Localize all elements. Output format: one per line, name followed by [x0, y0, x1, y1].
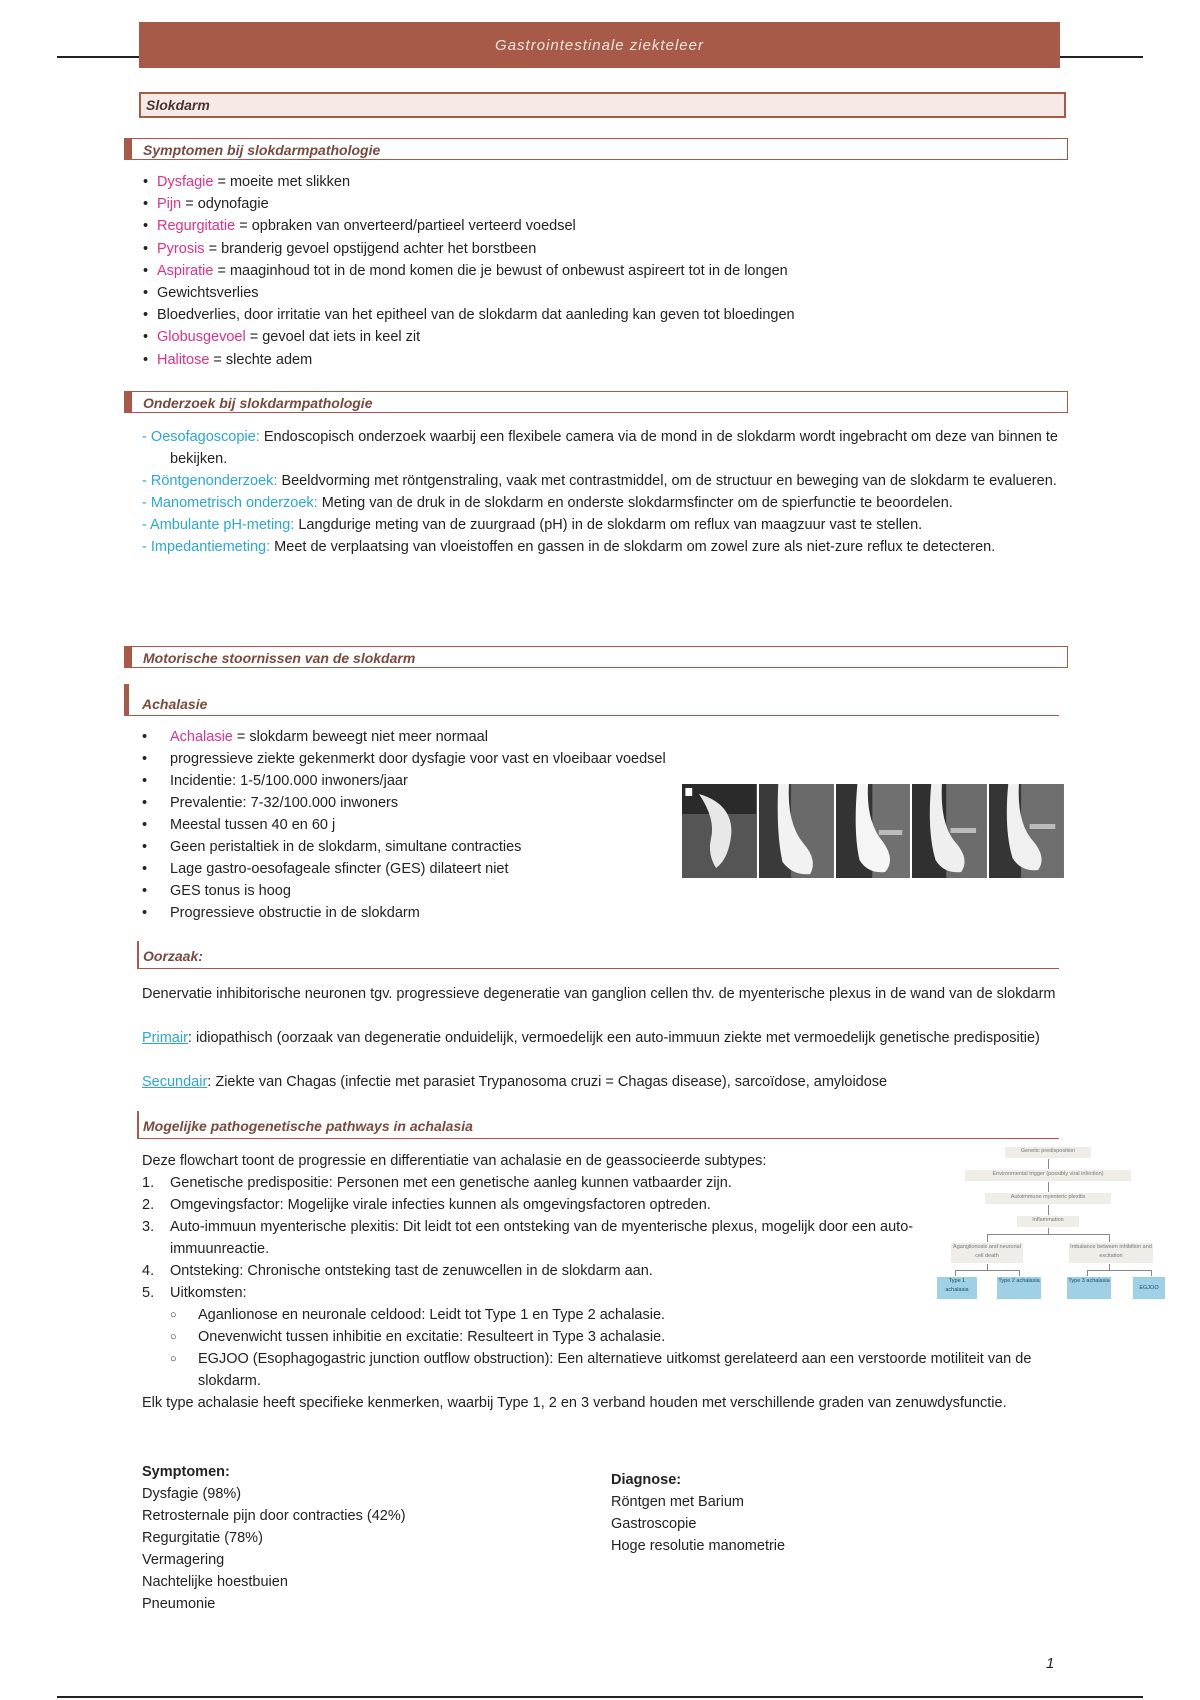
definition: = odynofagie [181, 196, 269, 213]
definition: = branderig gevoel opstijgend achter het borstbeen [204, 240, 537, 257]
section-pathways [139, 1111, 1059, 1139]
list-item: Nachtelijke hoestbuien [142, 1574, 288, 1590]
term: Achalasie [170, 729, 233, 745]
list-item: • GES tonus is hoog [142, 880, 666, 902]
flow-node-type1: Type 1 achalasia [937, 1277, 977, 1299]
header-title: Gastrointestinale ziekteleer [495, 36, 704, 54]
definition: Langdurige meting van de zuurgraad (pH) in de slokdarm om reflux van maagzuur vast te stellen. [294, 517, 923, 533]
step-text: Auto-immuun myenterische plexitis: Dit leidt tot een ontsteking van de myenterische plexus, mogelijk door een auto-immuunreactie. [170, 1219, 914, 1257]
secundair-label: Secundair [142, 1074, 208, 1090]
list-item: ○ EGJOO (Esophagogastric junction outflow obstruction): Een alternatieve uitkomst gerelateerd aan een verstoorde motiliteit van de slokdarm. [170, 1348, 1040, 1392]
definition: Meet de verplaatsing van vloeistoffen en gassen in de slokdarm om zowel zure als niet-zure reflux te detecteren. [270, 539, 996, 555]
definition: Beeldvorming met röntgenstraling, vaak met contrastmiddel, om de structuur en beweging van de slokdarm te evalueren. [277, 473, 1057, 489]
xray-image [759, 784, 834, 878]
term: - Oesofagoscopie: [142, 429, 260, 445]
list-item: ○ Onevenwicht tussen inhibitie en excitatie: Resulteert in Type 3 achalasie. [170, 1326, 1040, 1348]
term: Globusgevoel [157, 329, 246, 346]
list-item: Retrosternale pijn door contracties (42%) [142, 1508, 406, 1524]
definition: Meting van de druk in de slokdarm en onderste slokdarmsfincter om de spierfunctie te beoordelen. [317, 495, 953, 511]
section-oorzaak [139, 941, 1059, 969]
list-item [142, 536, 1058, 558]
list-item: Vermagering [142, 1552, 225, 1568]
flow-branch [1087, 1270, 1151, 1271]
flow-branch [987, 1234, 1109, 1235]
step-text: Omgevingsfactor: Mogelijke virale infecties kunnen als omgevingsfactoren optreden. [170, 1197, 711, 1213]
barium-xray-images [682, 784, 1064, 878]
step-number: 4. [142, 1263, 155, 1279]
list-item: • Progressieve obstructie in de slokdarm [142, 902, 666, 924]
list-item [142, 1216, 942, 1260]
step-text: Ontsteking: Chronische ontsteking tast de zenuwcellen in de slokdarm aan. [170, 1263, 653, 1279]
term: Pyrosis [157, 240, 205, 257]
flow-node-inflammation: Inflammation [1017, 1216, 1079, 1227]
symptomen-list [143, 171, 795, 371]
oorzaak-intro: Denervatie inhibitorische neuronen tgv. progressieve degeneratie van ganglion cellen thv. de myenterische plexus in de wand van de slokdarm [142, 986, 1056, 1002]
flow-arrow [1109, 1234, 1110, 1242]
flow-arrow [955, 1270, 956, 1276]
flow-node-aganglionosis: Aganglionosis and neuronal cell death [951, 1243, 1023, 1263]
list-item: • Prevalentie: 7-32/100.000 inwoners [142, 792, 666, 814]
definition: Endoscopisch onderzoek waarbij een flexibele camera via de mond in de slokdarm wordt ingebracht om deze van binnen te bekijken. [170, 429, 1059, 467]
list-item: ○ Aganlionose en neuronale celdood: Leidt tot Type 1 en Type 2 achalasie. [170, 1304, 1040, 1326]
definition: = opbraken van onverteerd/partieel verteerd voedsel [235, 218, 576, 235]
definition: = gevoel dat iets in keel zit [245, 329, 421, 346]
flow-branch [955, 1270, 1019, 1271]
flow-arrow [1151, 1270, 1152, 1276]
list-item [143, 282, 795, 304]
secundair-text: : Ziekte van Chagas (infectie met parasiet Trypanosoma cruzi = Chagas disease), sarcoïdose, amyloidose [207, 1074, 888, 1090]
term: Pijn [157, 196, 182, 213]
step-number: 1. [142, 1175, 155, 1191]
list-item: Hoge resolutie manometrie [611, 1538, 786, 1554]
pathways-steps [142, 1172, 942, 1304]
flow-arrow [1048, 1205, 1049, 1215]
list-item [143, 304, 795, 326]
list-item [143, 326, 795, 348]
page-number: 1 [1046, 1655, 1055, 1672]
list-item [142, 1282, 942, 1304]
oorzaak-primair [142, 1027, 1058, 1049]
list-item: Dysfagie (98%) [142, 1486, 242, 1502]
step-text: Genetische predispositie: Personen met een genetische aanleg kunnen vatbaarder zijn. [170, 1175, 732, 1191]
list-item [143, 215, 795, 237]
footer-rule [57, 1696, 1143, 1698]
pathways-closing: Elk type achalasie heeft specifieke kenmerken, waarbij Type 1, 2 en 3 verband houden met verschillende graden van zenuwdysfunctie. [142, 1395, 1007, 1411]
list-item [143, 260, 795, 282]
pathway-flowchart [935, 1143, 1165, 1343]
list-item [142, 1172, 942, 1194]
term: Dysfagie [157, 174, 214, 190]
list-item: Regurgitatie (78%) [142, 1530, 263, 1546]
list-item [143, 349, 795, 371]
section-motorische-title: Motorische stoornissen van de slokdarm [143, 650, 416, 666]
diagnose-column [611, 1469, 785, 1557]
term: - Ambulante pH-meting: [142, 517, 295, 533]
list-item: Gastroscopie [611, 1516, 697, 1532]
symptomen-column-title: Symptomen: [142, 1464, 230, 1480]
section-slokdarm: Slokdarm [139, 92, 1066, 118]
list-item [143, 171, 795, 193]
step-number: 5. [142, 1285, 155, 1301]
flow-arrow [1019, 1270, 1020, 1276]
achalasie-list [142, 726, 666, 924]
section-achalasie-title: Achalasie [142, 696, 208, 712]
list-item [142, 426, 1058, 470]
section-motorische [124, 646, 1068, 668]
list-item [143, 238, 795, 260]
term: Regurgitatie [157, 218, 236, 235]
step-number: 3. [142, 1219, 155, 1235]
term: - Röntgenonderzoek: [142, 473, 278, 489]
list-item [142, 492, 1058, 514]
symptomen-column [142, 1461, 406, 1615]
definition: Bloedverlies, door irritatie van het epitheel van de slokdarm dat aanleding kan geven tot bloedingen [157, 307, 795, 324]
section-symptomen-title: Symptomen bij slokdarmpathologie [143, 142, 381, 158]
definition: = moeite met slikken [213, 174, 351, 190]
pathways-intro: Deze flowchart toont de progressie en differentiatie van achalasie en de geassocieerde subtypes: [142, 1153, 767, 1169]
flow-arrow [1087, 1270, 1088, 1276]
oorzaak-secundair [142, 1071, 1058, 1093]
term: Halitose [157, 351, 210, 368]
list-item [142, 726, 666, 748]
list-item: • Geen peristaltiek in de slokdarm, simultane contracties [142, 836, 666, 858]
list-item: • Meestal tussen 40 en 60 j [142, 814, 666, 836]
term: - Manometrisch onderzoek: [142, 495, 318, 511]
list-item: • progressieve ziekte gekenmerkt door dysfagie voor vast en vloeibaar voedsel [142, 748, 666, 770]
flow-node-type3: Type 3 achalasia [1067, 1277, 1111, 1299]
list-item: • Lage gastro-oesofageale sfincter (GES) dilateert niet [142, 858, 666, 880]
onderzoek-list [142, 426, 1058, 558]
pathways-outcomes [170, 1304, 1040, 1392]
list-item [142, 514, 1058, 536]
xray-image [989, 784, 1064, 878]
flow-node-imbalance: Imbalance between inhibition and excitation [1069, 1243, 1153, 1263]
list-item: Röntgen met Barium [611, 1494, 744, 1510]
section-symptomen [124, 138, 1068, 160]
primair-text: : idiopathisch (oorzaak van degeneratie onduidelijk, vermoedelijk een auto-immuun ziekte met vermoedelijk genetische predispositie) [187, 1030, 1040, 1046]
section-onderzoek [124, 391, 1068, 413]
step-text: Uitkomsten: [170, 1285, 247, 1301]
diagnose-column-title: Diagnose: [611, 1472, 682, 1488]
flow-arrow [1048, 1159, 1049, 1169]
list-item [143, 193, 795, 215]
xray-image [682, 784, 757, 878]
definition: = maaginhoud tot in de mond komen die je bewust of onbewust aspireert tot in de longen [213, 262, 788, 279]
section-achalasie [124, 684, 1059, 716]
definition: = slokdarm beweegt niet meer normaal [232, 729, 488, 745]
list-item [142, 1194, 942, 1216]
section-onderzoek-title: Onderzoek bij slokdarmpathologie [143, 395, 373, 411]
flow-node-type2: Type 2 achalasia [997, 1277, 1041, 1299]
term: Aspiratie [157, 262, 214, 279]
term: - Impedantiemeting: [142, 539, 271, 555]
primair-label: Primair [142, 1030, 188, 1046]
step-number: 2. [142, 1197, 155, 1213]
header-band [139, 22, 1060, 68]
flow-node-plexitis: Autoimmune myenteric plexitis [985, 1193, 1111, 1204]
flow-arrow [987, 1234, 988, 1242]
xray-image [836, 784, 911, 878]
list-item: Pneumonie [142, 1596, 216, 1612]
definition: = slechte adem [209, 351, 313, 368]
flow-node-environment: Environmental trigger (possibly viral infection) [965, 1170, 1131, 1181]
flow-node-egjoo: EGJOO [1133, 1277, 1165, 1299]
flow-node-genetic: Genetic predisposition [1005, 1147, 1091, 1158]
definition: Gewichtsverlies [157, 285, 259, 302]
list-item: • Incidentie: 1-5/100.000 inwoners/jaar [142, 770, 666, 792]
list-item [142, 470, 1058, 492]
section-pathways-title: Mogelijke pathogenetische pathways in achalasia [143, 1118, 473, 1134]
xray-image [912, 784, 987, 878]
list-item [142, 1260, 942, 1282]
flow-arrow [1048, 1182, 1049, 1192]
section-oorzaak-title: Oorzaak: [143, 948, 203, 964]
